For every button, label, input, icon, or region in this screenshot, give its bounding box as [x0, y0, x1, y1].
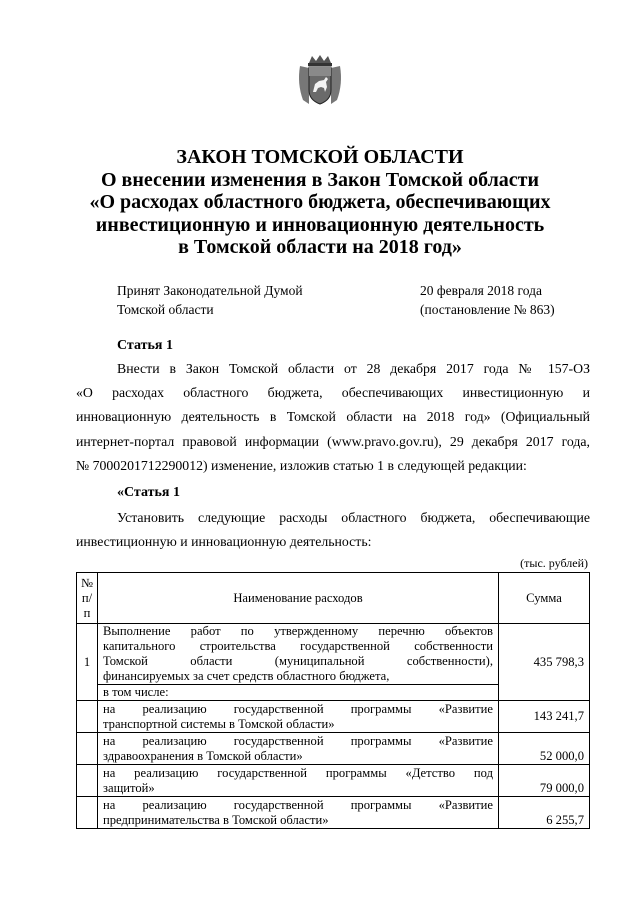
title-line-1: ЗАКОН ТОМСКОЙ ОБЛАСТИ	[176, 146, 464, 168]
header-sum: Сумма	[499, 573, 590, 624]
new-article-text	[76, 506, 590, 554]
row-name	[98, 701, 499, 733]
article-1-line: инновационную деятельность в Томской области на 2018 год» (Официальный	[76, 409, 590, 425]
row-name-line: финансируемых за счет средств областного бюджета,	[103, 669, 390, 683]
new-article-heading: «Статья 1	[117, 485, 180, 500]
row-name	[98, 765, 499, 797]
table-header-row	[77, 573, 590, 624]
row-number: 1	[77, 624, 98, 701]
units-label: (тыс. рублей)	[520, 556, 588, 570]
title-line-5: в Томской области на 2018 год»	[178, 236, 462, 258]
row-name	[98, 797, 499, 829]
row-name-line: Выполнение работ по утвержденному перечню объектов	[103, 624, 493, 638]
row-name	[98, 733, 499, 765]
row-name	[98, 624, 499, 685]
adopted-by	[117, 281, 303, 319]
row-name-line: на реализацию государственной программы «Детство под	[103, 765, 493, 780]
new-article-line: Установить следующие расходы областного бюджета, обеспечивающие	[117, 510, 590, 525]
row-number	[77, 797, 98, 829]
row-name-line: защитой»	[103, 780, 155, 795]
table-row	[77, 797, 590, 829]
header-number	[77, 573, 98, 624]
title-line-4: инвестиционную и инновационную деятельность	[95, 213, 545, 236]
table-row	[77, 733, 590, 765]
article-1-line: интернет-портал правовой информации (www.pravo.gov.ru), 29 декабря 2017 года,	[76, 433, 590, 449]
article-1-line: № 7000201712290012) изменение, изложив статью 1 в следующей редакции:	[76, 457, 527, 473]
row-name-line: на реализацию государственной программы «Развитие	[103, 701, 493, 716]
header-number-line: п	[83, 605, 91, 620]
row-number	[77, 765, 98, 797]
row-name-line: капитального строительства государственной собственности	[103, 639, 493, 653]
table-row	[77, 624, 590, 685]
row-name-line: Томской области (муниципальной собственности),	[103, 654, 493, 668]
row-number	[77, 701, 98, 733]
header-number-line: №	[80, 575, 94, 590]
adopted-by-line-2: Томской области	[117, 302, 214, 317]
row-name-line: транспортной системы в Томской области»	[103, 716, 335, 731]
new-article-line: инвестиционную и инновационную деятельность:	[76, 534, 372, 550]
title-line-2: О внесении изменения в Закон Томской области	[100, 168, 540, 191]
row-sum: 52 000,0	[499, 733, 590, 765]
adoption-date-line-2: (постановление № 863)	[420, 302, 555, 317]
adopted-by-line-1: Принят Законодательной Думой	[117, 283, 303, 298]
article-1-line: Внести в Закон Томской области от 28 декабря 2017 года № 157-ОЗ	[117, 361, 590, 376]
row-name-line: на реализацию государственной программы «Развитие	[103, 733, 493, 748]
adoption-date-line-1: 20 февраля 2018 года	[420, 283, 542, 298]
row-sum: 6 255,7	[499, 797, 590, 829]
coat-of-arms-icon	[297, 54, 343, 106]
law-title	[40, 146, 600, 259]
table-row	[77, 701, 590, 733]
sub-label: в том числе:	[98, 685, 499, 701]
row-name-line: предпринимательства в Томской области»	[103, 812, 329, 827]
title-line-3: «О расходах областного бюджета, обеспечивающих	[89, 191, 551, 213]
header-number-line: п/	[81, 590, 93, 605]
article-1-heading: Статья 1	[117, 338, 173, 353]
article-1-text	[76, 357, 590, 478]
header-name: Наименование расходов	[98, 573, 499, 624]
row-sum: 435 798,3	[499, 624, 590, 701]
row-sum: 79 000,0	[499, 765, 590, 797]
table-row	[77, 765, 590, 797]
adoption-date	[420, 281, 555, 319]
article-1-line: «О расходах областного бюджета, обеспечивающих инвестиционную и	[76, 385, 590, 401]
row-sum: 143 241,7	[499, 701, 590, 733]
expenses-table	[76, 572, 590, 829]
row-name-line: здравоохранения в Томской области»	[103, 748, 303, 763]
row-name-line: на реализацию государственной программы «Развитие	[103, 797, 493, 812]
row-number	[77, 733, 98, 765]
